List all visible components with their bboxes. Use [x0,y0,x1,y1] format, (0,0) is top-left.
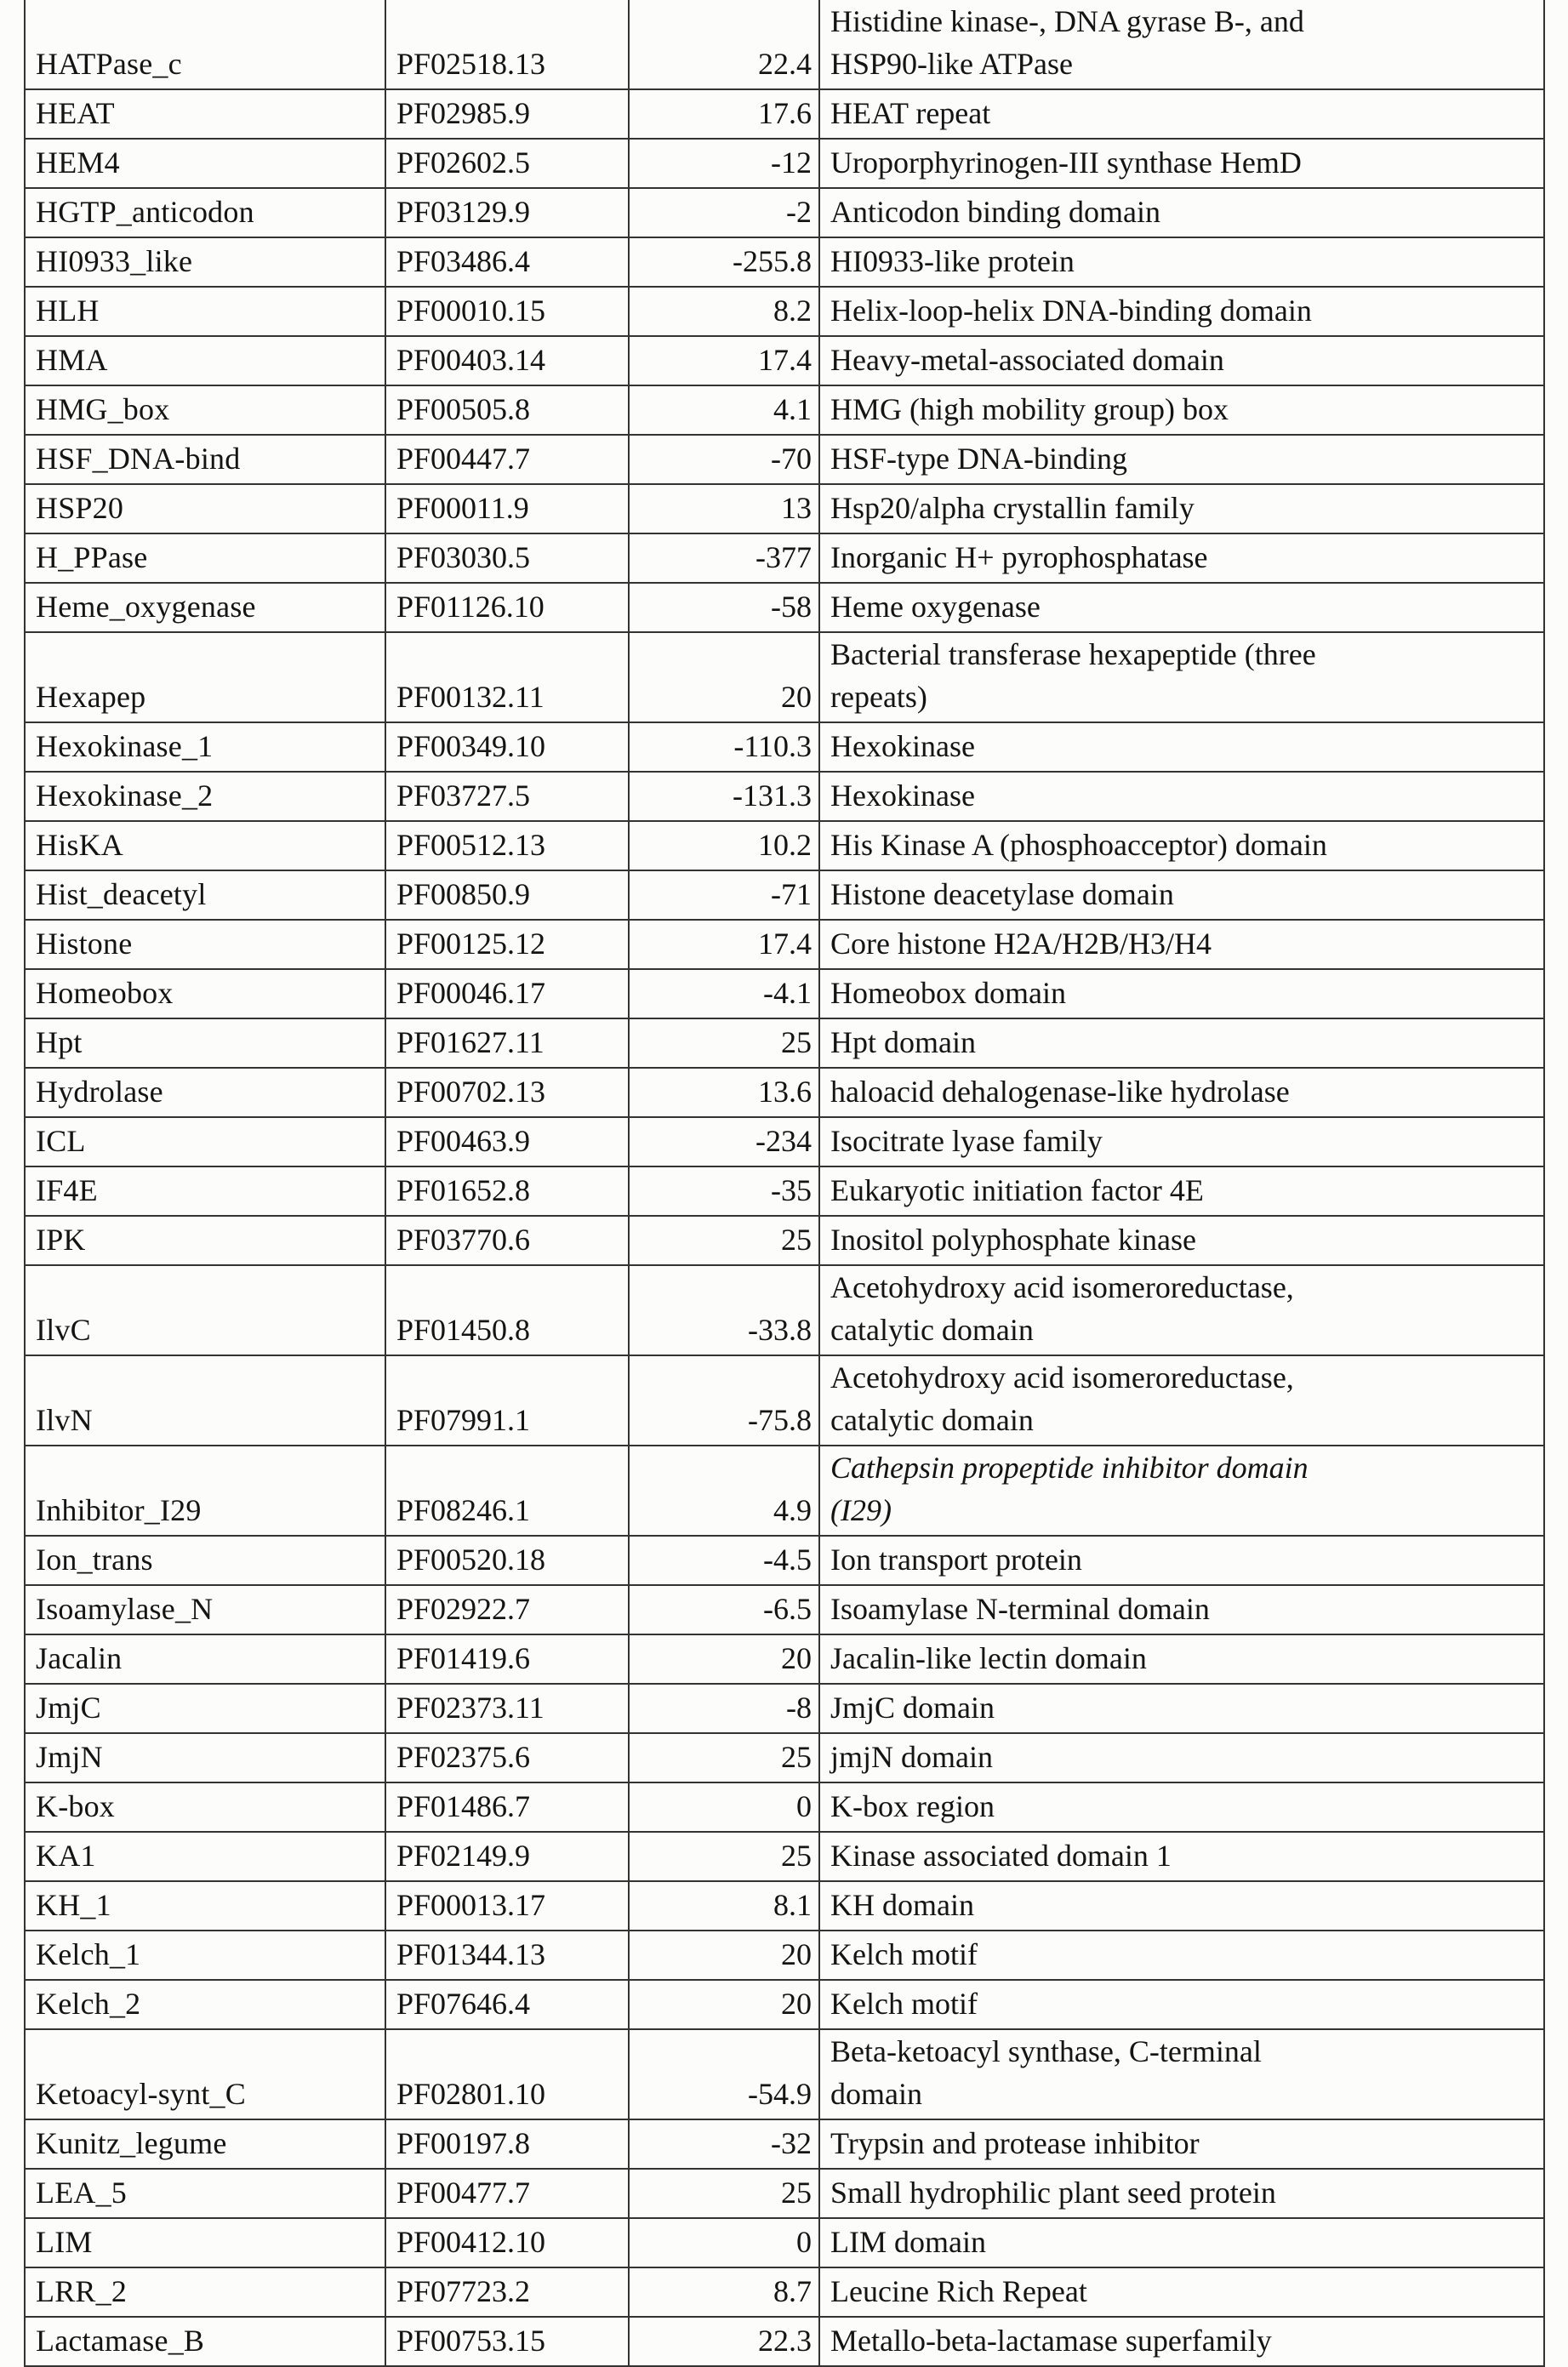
name-cell: Isoamylase_N [25,1585,385,1634]
name-cell: ICL [25,1117,385,1166]
accession-cell: PF00197.8 [385,2119,629,2169]
score-cell: 13 [629,484,819,533]
accession-cell: PF00403.14 [385,336,629,385]
table-row [25,1832,1544,1881]
table-row [25,920,1544,969]
description-cell: Anticodon binding domain [819,188,1544,237]
name-cell: IPK [25,1216,385,1265]
score-cell: -75.8 [629,1355,819,1446]
score-cell: 20 [629,1931,819,1980]
name-cell: HMG_box [25,385,385,435]
name-cell: HSF_DNA-bind [25,435,385,484]
score-cell: 20 [629,1634,819,1684]
description-cell: Hpt domain [819,1018,1544,1068]
description-cell: HSF-type DNA-binding [819,435,1544,484]
score-cell: 17.4 [629,336,819,385]
description-cell: His Kinase A (phosphoacceptor) domain [819,821,1544,870]
description-cell: Heme oxygenase [819,583,1544,632]
table-row [25,1634,1544,1684]
name-cell: HisKA [25,821,385,870]
description-cell: Inositol polyphosphate kinase [819,1216,1544,1265]
score-cell: 22.4 [629,0,819,89]
name-cell: JmjN [25,1733,385,1782]
name-cell: Lactamase_B [25,2317,385,2366]
table-row [25,1980,1544,2029]
score-cell: -33.8 [629,1265,819,1355]
name-cell: HEM4 [25,139,385,188]
table-row [25,1068,1544,1117]
accession-cell: PF02375.6 [385,1733,629,1782]
name-cell: HEAT [25,89,385,139]
description-cell: Cathepsin propeptide inhibitor domain (I29) [819,1446,1544,1536]
description-cell: Trypsin and protease inhibitor [819,2119,1544,2169]
name-cell: Kunitz_legume [25,2119,385,2169]
description-cell: HI0933-like protein [819,237,1544,287]
score-cell: -255.8 [629,237,819,287]
score-cell: 17.6 [629,89,819,139]
score-cell: 25 [629,2169,819,2218]
accession-cell: PF02801.10 [385,2029,629,2119]
description-cell: Homeobox domain [819,969,1544,1018]
name-cell: Kelch_2 [25,1980,385,2029]
accession-cell: PF00520.18 [385,1536,629,1585]
table-row [25,188,1544,237]
description-cell: Hsp20/alpha crystallin family [819,484,1544,533]
score-cell: 0 [629,1782,819,1832]
score-cell: 8.2 [629,287,819,336]
score-cell: -377 [629,533,819,583]
description-cell: Kelch motif [819,1980,1544,2029]
score-cell: -234 [629,1117,819,1166]
score-cell: -54.9 [629,2029,819,2119]
name-cell: Heme_oxygenase [25,583,385,632]
accession-cell: PF03770.6 [385,1216,629,1265]
name-cell: KH_1 [25,1881,385,1931]
description-cell: Uroporphyrinogen-III synthase HemD [819,139,1544,188]
name-cell: IF4E [25,1166,385,1216]
accession-cell: PF00046.17 [385,969,629,1018]
description-cell: Isocitrate lyase family [819,1117,1544,1166]
table-row [25,89,1544,139]
accession-cell: PF02922.7 [385,1585,629,1634]
description-cell: jmjN domain [819,1733,1544,1782]
score-cell: -35 [629,1166,819,1216]
accession-cell: PF01450.8 [385,1265,629,1355]
score-cell: 25 [629,1733,819,1782]
name-cell: LEA_5 [25,2169,385,2218]
description-cell: KH domain [819,1881,1544,1931]
description-cell: Kinase associated domain 1 [819,1832,1544,1881]
accession-cell: PF03727.5 [385,772,629,821]
name-cell: HATPase_c [25,0,385,89]
accession-cell: PF00447.7 [385,435,629,484]
score-cell: 25 [629,1216,819,1265]
accession-cell: PF00013.17 [385,1881,629,1931]
table-row [25,583,1544,632]
score-cell: -110.3 [629,722,819,772]
accession-cell: PF00477.7 [385,2169,629,2218]
table-row [25,0,1544,89]
score-cell: -58 [629,583,819,632]
score-cell: -70 [629,435,819,484]
name-cell: Ion_trans [25,1536,385,1585]
table-row [25,2267,1544,2317]
accession-cell: PF00010.15 [385,287,629,336]
accession-cell: PF00011.9 [385,484,629,533]
table-row [25,870,1544,920]
score-cell: 25 [629,1832,819,1881]
score-cell: 4.1 [629,385,819,435]
name-cell: Hexokinase_2 [25,772,385,821]
description-cell: Histone deacetylase domain [819,870,1544,920]
description-cell: Beta-ketoacyl synthase, C-terminal domain [819,2029,1544,2119]
score-cell: 4.9 [629,1446,819,1536]
accession-cell: PF00463.9 [385,1117,629,1166]
table-row [25,2169,1544,2218]
score-cell: 10.2 [629,821,819,870]
table-row [25,2317,1544,2366]
score-cell: -4.1 [629,969,819,1018]
accession-cell: PF01126.10 [385,583,629,632]
description-cell: Hexokinase [819,722,1544,772]
table-row [25,1881,1544,1931]
score-cell: -6.5 [629,1585,819,1634]
score-cell: 20 [629,632,819,722]
accession-cell: PF00132.11 [385,632,629,722]
pfam-domain-table [24,0,1545,2367]
name-cell: LRR_2 [25,2267,385,2317]
name-cell: Homeobox [25,969,385,1018]
table-row [25,435,1544,484]
name-cell: Jacalin [25,1634,385,1684]
accession-cell: PF01627.11 [385,1018,629,1068]
description-cell: LIM domain [819,2218,1544,2267]
description-cell: Kelch motif [819,1931,1544,1980]
accession-cell: PF08246.1 [385,1446,629,1536]
table-row [25,287,1544,336]
accession-cell: PF03129.9 [385,188,629,237]
table-row [25,632,1544,722]
accession-cell: PF00505.8 [385,385,629,435]
table-row [25,821,1544,870]
table-row [25,1684,1544,1733]
description-cell: Jacalin-like lectin domain [819,1634,1544,1684]
name-cell: LIM [25,2218,385,2267]
description-cell: Acetohydroxy acid isomeroreductase, catalytic domain [819,1355,1544,1446]
name-cell: IlvN [25,1355,385,1446]
accession-cell: PF03486.4 [385,237,629,287]
table-row [25,139,1544,188]
description-cell: Inorganic H+ pyrophosphatase [819,533,1544,583]
score-cell: -4.5 [629,1536,819,1585]
accession-cell: PF00753.15 [385,2317,629,2366]
description-cell: Small hydrophilic plant seed protein [819,2169,1544,2218]
score-cell: -71 [629,870,819,920]
name-cell: Inhibitor_I29 [25,1446,385,1536]
name-cell: Hexokinase_1 [25,722,385,772]
description-cell: K-box region [819,1782,1544,1832]
description-cell: haloacid dehalogenase-like hydrolase [819,1068,1544,1117]
accession-cell: PF07723.2 [385,2267,629,2317]
table-row [25,1265,1544,1355]
accession-cell: PF00512.13 [385,821,629,870]
name-cell: KA1 [25,1832,385,1881]
name-cell: Ketoacyl-synt_C [25,2029,385,2119]
accession-cell: PF01486.7 [385,1782,629,1832]
accession-cell: PF02149.9 [385,1832,629,1881]
table-row [25,1018,1544,1068]
description-cell: Core histone H2A/H2B/H3/H4 [819,920,1544,969]
table-row [25,1166,1544,1216]
name-cell: Kelch_1 [25,1931,385,1980]
name-cell: Hydrolase [25,1068,385,1117]
table-row [25,1733,1544,1782]
description-cell: Ion transport protein [819,1536,1544,1585]
name-cell: K-box [25,1782,385,1832]
accession-cell: PF02518.13 [385,0,629,89]
accession-cell: PF07991.1 [385,1355,629,1446]
name-cell: IlvC [25,1265,385,1355]
accession-cell: PF01419.6 [385,1634,629,1684]
name-cell: JmjC [25,1684,385,1733]
score-cell: 20 [629,1980,819,2029]
accession-cell: PF00349.10 [385,722,629,772]
table-row [25,772,1544,821]
table-row [25,2119,1544,2169]
name-cell: HI0933_like [25,237,385,287]
description-cell: Bacterial transferase hexapeptide (three repeats) [819,632,1544,722]
table-row [25,1782,1544,1832]
description-cell: Eukaryotic initiation factor 4E [819,1166,1544,1216]
score-cell: 8.1 [629,1881,819,1931]
score-cell: 25 [629,1018,819,1068]
name-cell: Hist_deacetyl [25,870,385,920]
name-cell: HMA [25,336,385,385]
description-cell: Acetohydroxy acid isomeroreductase, catalytic domain [819,1265,1544,1355]
accession-cell: PF00850.9 [385,870,629,920]
table-row [25,969,1544,1018]
name-cell: H_PPase [25,533,385,583]
score-cell: 17.4 [629,920,819,969]
table-row [25,2218,1544,2267]
description-cell: Hexokinase [819,772,1544,821]
accession-cell: PF00702.13 [385,1068,629,1117]
table-row [25,1355,1544,1446]
score-cell: 8.7 [629,2267,819,2317]
table-row [25,533,1544,583]
name-cell: HSP20 [25,484,385,533]
description-cell: HMG (high mobility group) box [819,385,1544,435]
accession-cell: PF02985.9 [385,89,629,139]
accession-cell: PF03030.5 [385,533,629,583]
name-cell: HGTP_anticodon [25,188,385,237]
accession-cell: PF01652.8 [385,1166,629,1216]
table-row [25,484,1544,533]
score-cell: 22.3 [629,2317,819,2366]
table-row [25,722,1544,772]
score-cell: -8 [629,1684,819,1733]
accession-cell: PF02373.11 [385,1684,629,1733]
name-cell: Histone [25,920,385,969]
table-row [25,1446,1544,1536]
table-row [25,1931,1544,1980]
accession-cell: PF00412.10 [385,2218,629,2267]
score-cell: -131.3 [629,772,819,821]
name-cell: Hpt [25,1018,385,1068]
table-body [25,0,1544,2366]
accession-cell: PF00125.12 [385,920,629,969]
table-row [25,1117,1544,1166]
table-row [25,385,1544,435]
description-cell: Metallo-beta-lactamase superfamily [819,2317,1544,2366]
description-cell: JmjC domain [819,1684,1544,1733]
description-cell: Isoamylase N-terminal domain [819,1585,1544,1634]
description-cell: HEAT repeat [819,89,1544,139]
table-row [25,1216,1544,1265]
description-cell: Leucine Rich Repeat [819,2267,1544,2317]
table-row [25,336,1544,385]
score-cell: 13.6 [629,1068,819,1117]
description-cell: Heavy-metal-associated domain [819,336,1544,385]
score-cell: -2 [629,188,819,237]
score-cell: -12 [629,139,819,188]
accession-cell: PF07646.4 [385,1980,629,2029]
table-row [25,237,1544,287]
accession-cell: PF02602.5 [385,139,629,188]
accession-cell: PF01344.13 [385,1931,629,1980]
score-cell: -32 [629,2119,819,2169]
description-cell: Helix-loop-helix DNA-binding domain [819,287,1544,336]
name-cell: Hexapep [25,632,385,722]
description-cell: Histidine kinase-, DNA gyrase B-, and HSP90-like ATPase [819,0,1544,89]
table-row [25,1536,1544,1585]
score-cell: 0 [629,2218,819,2267]
table-row [25,1585,1544,1634]
table-row [25,2029,1544,2119]
name-cell: HLH [25,287,385,336]
